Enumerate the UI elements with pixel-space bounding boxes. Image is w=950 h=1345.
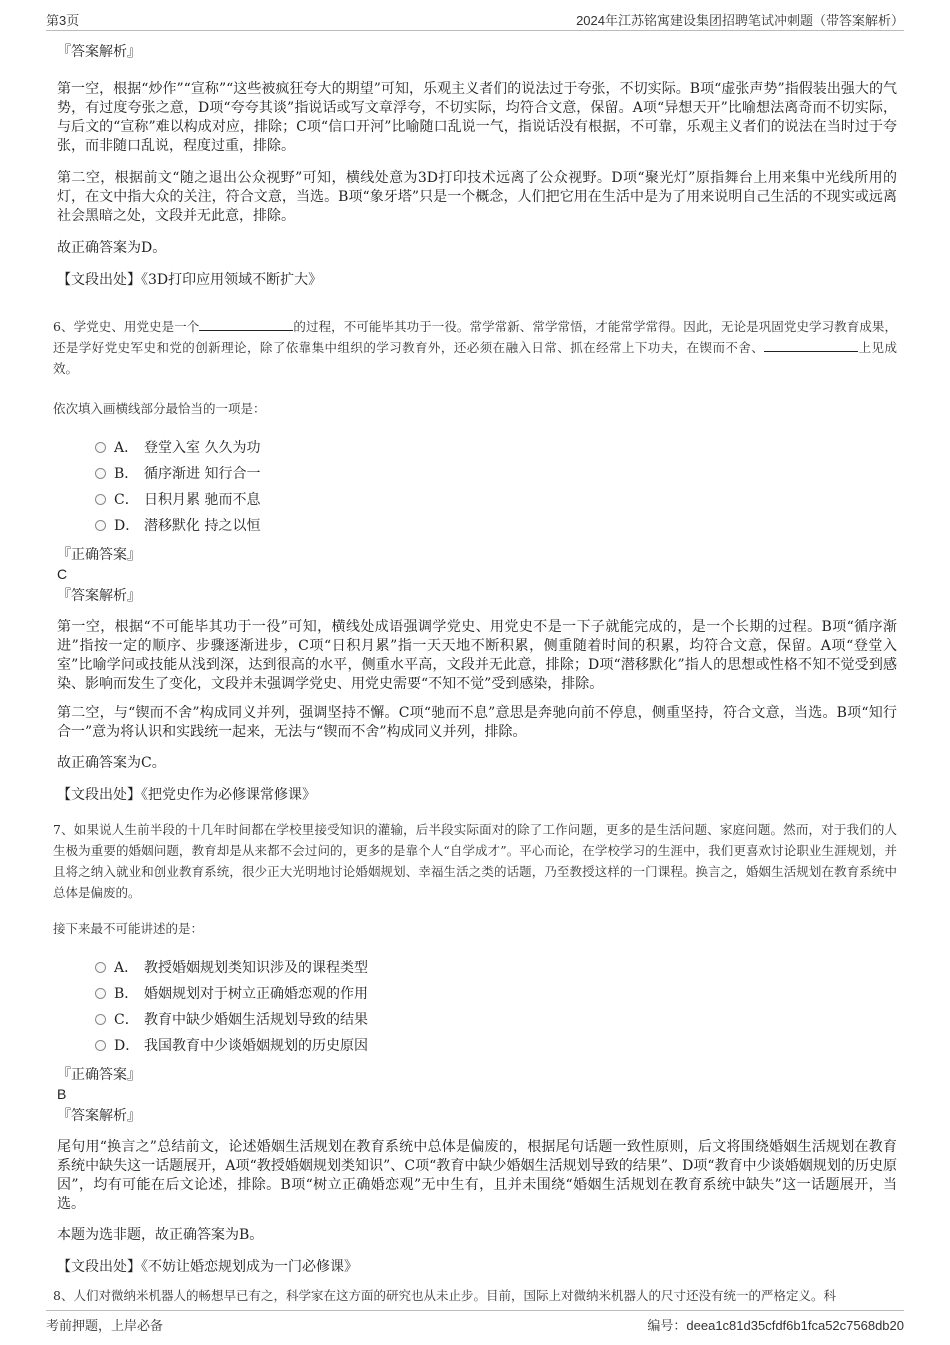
q6-conclusion: 故正确答案为C。: [57, 755, 166, 771]
q6-stem-part-3: 上见成效。: [53, 340, 897, 376]
footer-slogan: 考前押题，上岸必备: [46, 1318, 164, 1333]
document-id: 编号：deea1c81d35cfdf6b1fca52c7568db20: [647, 1318, 904, 1333]
q5-conclusion: 故正确答案为D。: [57, 240, 167, 256]
q6-option-d[interactable]: D． 潜移默化 持之以恒: [95, 513, 897, 539]
q7-source: 【文段出处】《不妨让婚恋规划成为一门必修课》: [57, 1259, 358, 1275]
q6-options: [95, 435, 897, 539]
q6-analysis-para-2: 第二空，与“锲而不舍”构成同义并列，强调坚持不懈。C项“驰而不息”意思是奔驰向前不停息，侧重坚持，符合文意，当选。B项“知行合一”意为将认识和实践统一起来，无法与“锲而不舍”构成同义并列，排除。: [57, 705, 897, 740]
q7-correct-label: 『正确答案』: [57, 1067, 141, 1083]
q5-source: 【文段出处】《3D打印应用领域不断扩大》: [57, 272, 323, 288]
q6-stem-part-1: 6、学党史、用党史是一个: [53, 319, 200, 334]
q7-stem: 7、如果说人生前半段的十几年时间都在学校里接受知识的灌输，后半段实际面对的除了工作问题，更多的是生活问题、家庭问题。然而，对于我们的人生极为重要的婚姻问题，教育却是从来都不会过问的，更多的是靠个人“自学成才”。平心而论，在学校学习的生涯中，我们更喜欢讨论职业生涯规划，并且将之纳入就业和创业教育系统，很少正大光明地讨论婚姻规划、幸福生活之类的话题，乃至教授这样的一门课程。换言之，婚姻生活规划在教育系统中总体是偏废的。: [53, 822, 897, 900]
q6-source: 【文段出处】《把党史作为必修课常修课》: [57, 787, 316, 803]
page-number: 第3页: [46, 13, 80, 28]
q6-stem: [53, 316, 897, 379]
radio-icon[interactable]: [95, 494, 106, 505]
q6-option-c[interactable]: C． 日积月累 驰而不息: [95, 487, 897, 513]
page-header: [46, 8, 904, 31]
q7-correct-answer: B: [57, 1086, 67, 1102]
radio-icon[interactable]: [95, 988, 106, 999]
q6-blank-2: [764, 338, 858, 352]
q6-correct-answer: C: [57, 566, 68, 582]
q6-blank-1: [199, 317, 293, 331]
radio-icon[interactable]: [95, 1040, 106, 1051]
main-content: [53, 42, 897, 1306]
q7-option-b[interactable]: B． 婚姻规划对于树立正确婚恋观的作用: [95, 981, 897, 1007]
q5-analysis-para-2: 第二空，根据前文“随之退出公众视野”可知，横线处意为3D打印技术远离了公众视野。D项“聚光灯”原指舞台上用来集中光线所用的灯，在文中指大众的关注，符合文意，当选。B项“象牙塔”只是一个概念，人们把它用在生活中是为了用来说明自己生活的不现实或远离社会黑暗之处，文段并无此意，排除。: [57, 170, 897, 224]
radio-icon[interactable]: [95, 442, 106, 453]
q7-options: [95, 955, 897, 1059]
q6-option-b[interactable]: B． 循序渐进 知行合一: [95, 461, 897, 487]
q7-option-c[interactable]: C． 教育中缺少婚姻生活规划导致的结果: [95, 1007, 897, 1033]
q7-ask: 接下来最不可能讲述的是：: [53, 921, 204, 936]
q6-analysis-para-1: 第一空，根据“不可能毕其功于一役”可知，横线处成语强调学党史、用党史不是一下子就能完成的，是一个长期的过程。B项“循序渐进”指按一定的顺序、步骤逐渐进步，C项“日积月累”指一天天地不断积累，侧重随着时间的积累，均符合文意，保留。A项“登堂入室”比喻学问或技能从浅到深，达到很高的水平，侧重水平高，文段并无此意，排除；D项“潜移默化”指人的思想或性格不知不觉受到感染、影响而发生了变化，文段并未强调学党史、用党史需要“不知不觉”受到感染，排除。: [57, 619, 897, 692]
q5-analysis-para-1: 第一空，根据“炒作”“宣称”“这些被疯狂夸大的期望”可知，乐观主义者们的说法过于夸张，不切实际。B项“虚张声势”指假装出强大的气势，有过度夸张之意，D项“夸夸其谈”指说话或写文章浮夸，不切实际，均符合文意，保留。A项“异想天开”比喻想法离奇而不切实际，与后文的“宣称”难以构成对应，排除；C项“信口开河”比喻随口乱说一气，指说话没有根据，不可靠，乐观主义者们的说法在当时过于夸张，而非随口乱说，程度过重，排除。: [57, 81, 897, 154]
q7-option-a[interactable]: A． 教授婚姻规划类知识涉及的课程类型: [95, 955, 897, 981]
radio-icon[interactable]: [95, 962, 106, 973]
document-title: 2024年江苏铭寓建设集团招聘笔试冲刺题（带答案解析）: [576, 13, 904, 28]
page-footer: [46, 1310, 904, 1335]
q7-option-d[interactable]: D． 我国教育中少谈婚姻规划的历史原因: [95, 1033, 897, 1059]
q6-option-a[interactable]: A． 登堂入室 久久为功: [95, 435, 897, 461]
q5-analysis-label: 『答案解析』: [57, 44, 141, 60]
q6-stem-part-2: 的过程，不可能毕其功于一役。常学常新、常学常悟，才能常学常得。因此，无论是巩固党史学习教育成果，还是学好党史军史和党的创新理论，除了依靠集中组织的学习教育外，还必须在融入日常、抓在经常上下功夫，在锲而不舍、: [53, 319, 897, 355]
q6-analysis-label: 『答案解析』: [57, 588, 141, 604]
q7-conclusion: 本题为选非题，故正确答案为B。: [57, 1227, 264, 1243]
radio-icon[interactable]: [95, 520, 106, 531]
q7-analysis-label: 『答案解析』: [57, 1108, 141, 1124]
radio-icon[interactable]: [95, 1014, 106, 1025]
q6-ask: 依次填入画横线部分最恰当的一项是：: [53, 401, 266, 416]
radio-icon[interactable]: [95, 468, 106, 479]
q8-stem: 8、人们对微纳米机器人的畅想早已有之，科学家在这方面的研究也从未止步。目前，国际上对微纳米机器人的尺寸还没有统一的严格定义。科: [53, 1288, 836, 1303]
q7-analysis-para-1: 尾句用“换言之”总结前文，论述婚姻生活规划在教育系统中总体是偏废的，根据尾句话题一致性原则，后文将围绕婚姻生活规划在教育系统中缺失这一话题展开，A项“教授婚姻规划类知识”、C项“教育中缺少婚姻生活规划导致的结果”、D项“教育中少谈婚姻规划的历史原因”，均有可能在后文论述，排除。B项“树立正确婚恋观”无中生有，且并未围绕“婚姻生活规划在教育系统中缺失”这一话题展开，当选。: [57, 1139, 897, 1212]
q6-correct-label: 『正确答案』: [57, 547, 141, 563]
